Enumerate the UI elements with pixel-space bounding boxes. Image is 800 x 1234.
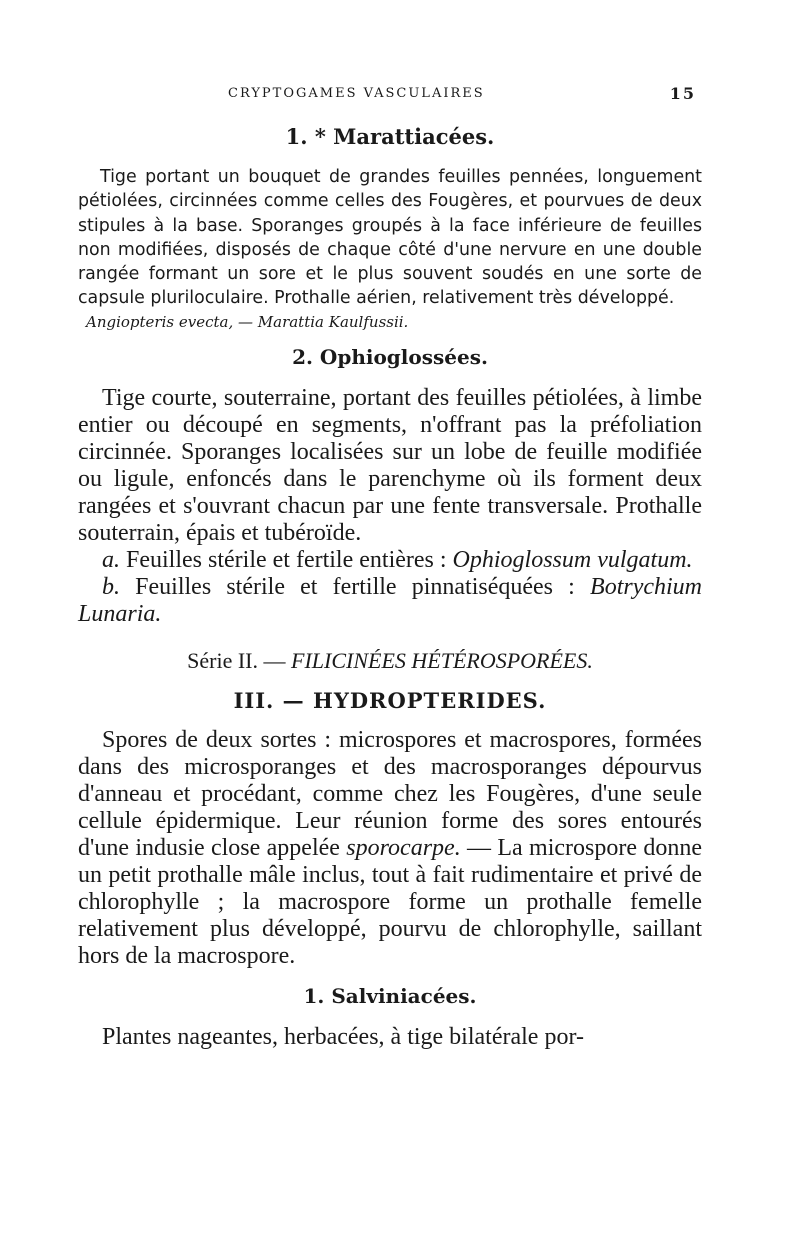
list-item-a: [78, 547, 702, 574]
paragraph-salviniacees: Plantes nageantes, herbacées, à tige bilatérale por-: [102, 1023, 584, 1050]
list-item-b: [78, 574, 702, 628]
paragraph-hydropterides-part1: Spores de deux sortes : microspores et macrospores, formées dans des microsporanges et des macrosporanges dépourvus d'anneau et procédant, comme chez les Fougères, d'une seule cellule épidermique. Leur réunion forme des sores entourés d'une indusie close appelée: [78, 726, 702, 861]
section-heading-marattiacees: 1. * Marattiacées.: [285, 124, 495, 149]
item-text-a: Feuilles stérile et fertile entières :: [126, 546, 447, 573]
book-page: [78, 80, 702, 1051]
item-latin-a: Ophioglossum vulgatum.: [452, 546, 693, 573]
series-prefix: Série II. —: [187, 647, 286, 673]
section-heading-hydropterides: III. — HYDROPTERIDES.: [233, 687, 547, 713]
paragraph-hydropterides: [78, 727, 702, 970]
running-header: [78, 80, 702, 114]
page-number: 15: [669, 84, 696, 103]
examples-marattiacees: Angiopteris evecta, — Marattia Kaulfussii.: [86, 312, 409, 331]
item-letter-b: b.: [102, 573, 120, 600]
series-title: FILICINÉES HÉTÉROSPORÉES.: [291, 647, 593, 673]
item-text-b: Feuilles stérile et fertille pinnatiséquées :: [135, 573, 575, 600]
section-heading-ophioglossees: 2. Ophioglossées.: [292, 344, 488, 369]
item-letter-a: a.: [102, 546, 120, 573]
section-heading-salviniacees: 1. Salviniacées.: [303, 983, 477, 1008]
paragraph-ophioglossees: Tige courte, souterraine, portant des feuilles pétiolées, à limbe entier ou découpé en segments, n'offrant pas la préfoliation circinnée. Sporanges localisées sur un lobe de feuille modifiée ou ligule, enfoncés dans le parenchyme où ils forment deux rangées et s'ouvrant chacun par une fente transversale. Prothalle souterrain, épais et tubéroïde.: [78, 384, 702, 546]
item-latin-b: Botrychium Lunaria.: [78, 573, 703, 627]
series-heading: [78, 648, 702, 674]
running-title: CRYPTOGAMES VASCULAIRES: [228, 86, 485, 101]
term-sporocarpe: sporocarpe.: [346, 834, 461, 861]
paragraph-hydropterides-part2: — La microspore donne un petit prothalle mâle inclus, tout à fait rudimentaire et privé de chlorophylle ; la macrospore forme un prothalle femelle relativement plus développé, pourvu de chlorophylle, saillant hors de la macrospore.: [78, 834, 702, 969]
paragraph-marattiacees: Tige portant un bouquet de grandes feuilles pennées, longuement pétiolées, circinnées comme celles des Fougères, et pourvues de deux stipules à la base. Sporanges groupés à la face inférieure de feuilles non modifiées, disposés de chaque côté d'une nervure en une double rangée formant un sore et le plus souvent soudés en une sorte de capsule pluriloculaire. Prothalle aérien, relativement très développé.: [78, 167, 702, 309]
